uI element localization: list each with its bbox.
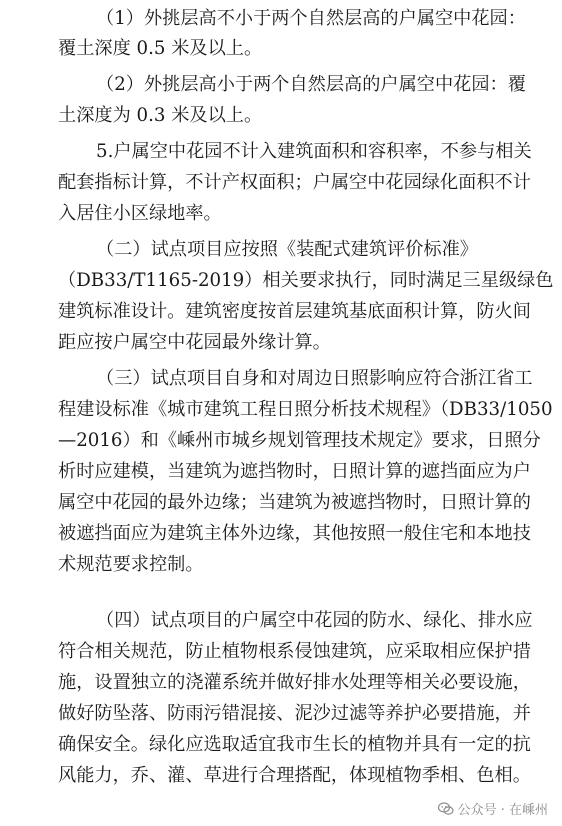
text-line: 土深度为 0.3 米及以上。 — [58, 105, 263, 126]
text-line: 建筑标准设计。建筑密度按首层建筑基底面积计算，防火间 — [58, 301, 531, 322]
text-line: 做好防坠落、防雨污错混接、泥沙过滤等养护必要措施，并 — [58, 703, 531, 724]
watermark-text: 公众号 · 在嵊州 — [457, 803, 548, 818]
text-line: —2016）和《嵊州市城乡规划管理技术规定》要求，日照分 — [58, 430, 541, 451]
text-line: 施，设置独立的浇灌系统并做好排水处理等相关必要设施， — [58, 672, 531, 693]
text-line: （2）外挑层高小于两个自然层高的户属空中花园：覆 — [96, 74, 526, 95]
watermark — [438, 799, 548, 818]
text-line: 5.户属空中花园不计入建筑面积和容积率，不参与相关 — [96, 141, 532, 162]
text-line: 属空中花园的最外边缘；当建筑为被遮挡物时，日照计算的 — [58, 492, 531, 513]
text-line: 析时应建模，当建筑为遮挡物时，日照计算的遮挡面应为户 — [58, 461, 531, 482]
text-line: 配套指标计算，不计产权面积；户属空中花园绿化面积不计 — [58, 172, 531, 193]
text-line: 覆土深度 0.5 米及以上。 — [58, 38, 263, 59]
text-line: 距应按户属空中花园最外缘计算。 — [58, 332, 331, 353]
text-line: （二）试点项目应按照《装配式建筑评价标准》 — [96, 239, 478, 260]
text-line: 程建设标准《城市建筑工程日照分析技术规程》（DB33/1050 — [58, 399, 553, 420]
text-line: 确保安全。绿化应选取适宜我市生长的植物并具有一定的抗 — [58, 734, 531, 755]
text-line: 风能力，乔、灌、草进行合理搭配，体现植物季相、色相。 — [58, 765, 531, 786]
text-line: 被遮挡面应为建筑主体外边缘，其他按照一般住宅和本地技 — [58, 523, 531, 544]
text-line: （1）外挑层高不小于两个自然层高的户属空中花园： — [96, 8, 526, 29]
text-line: 入居住小区绿地率。 — [58, 203, 222, 224]
text-line: （三）试点项目自身和对周边日照影响应符合浙江省工 — [96, 368, 533, 389]
wechat-icon — [438, 802, 454, 816]
text-line: （DB33/T1165-2019）相关要求执行，同时满足三星级绿色 — [58, 270, 554, 291]
text-line: （四）试点项目的户属空中花园的防水、绿化、排水应 — [96, 610, 533, 631]
text-line: 术规范要求控制。 — [58, 554, 204, 575]
text-line: 符合相关规范，防止植物根系侵蚀建筑，应采取相应保护措 — [58, 641, 531, 662]
